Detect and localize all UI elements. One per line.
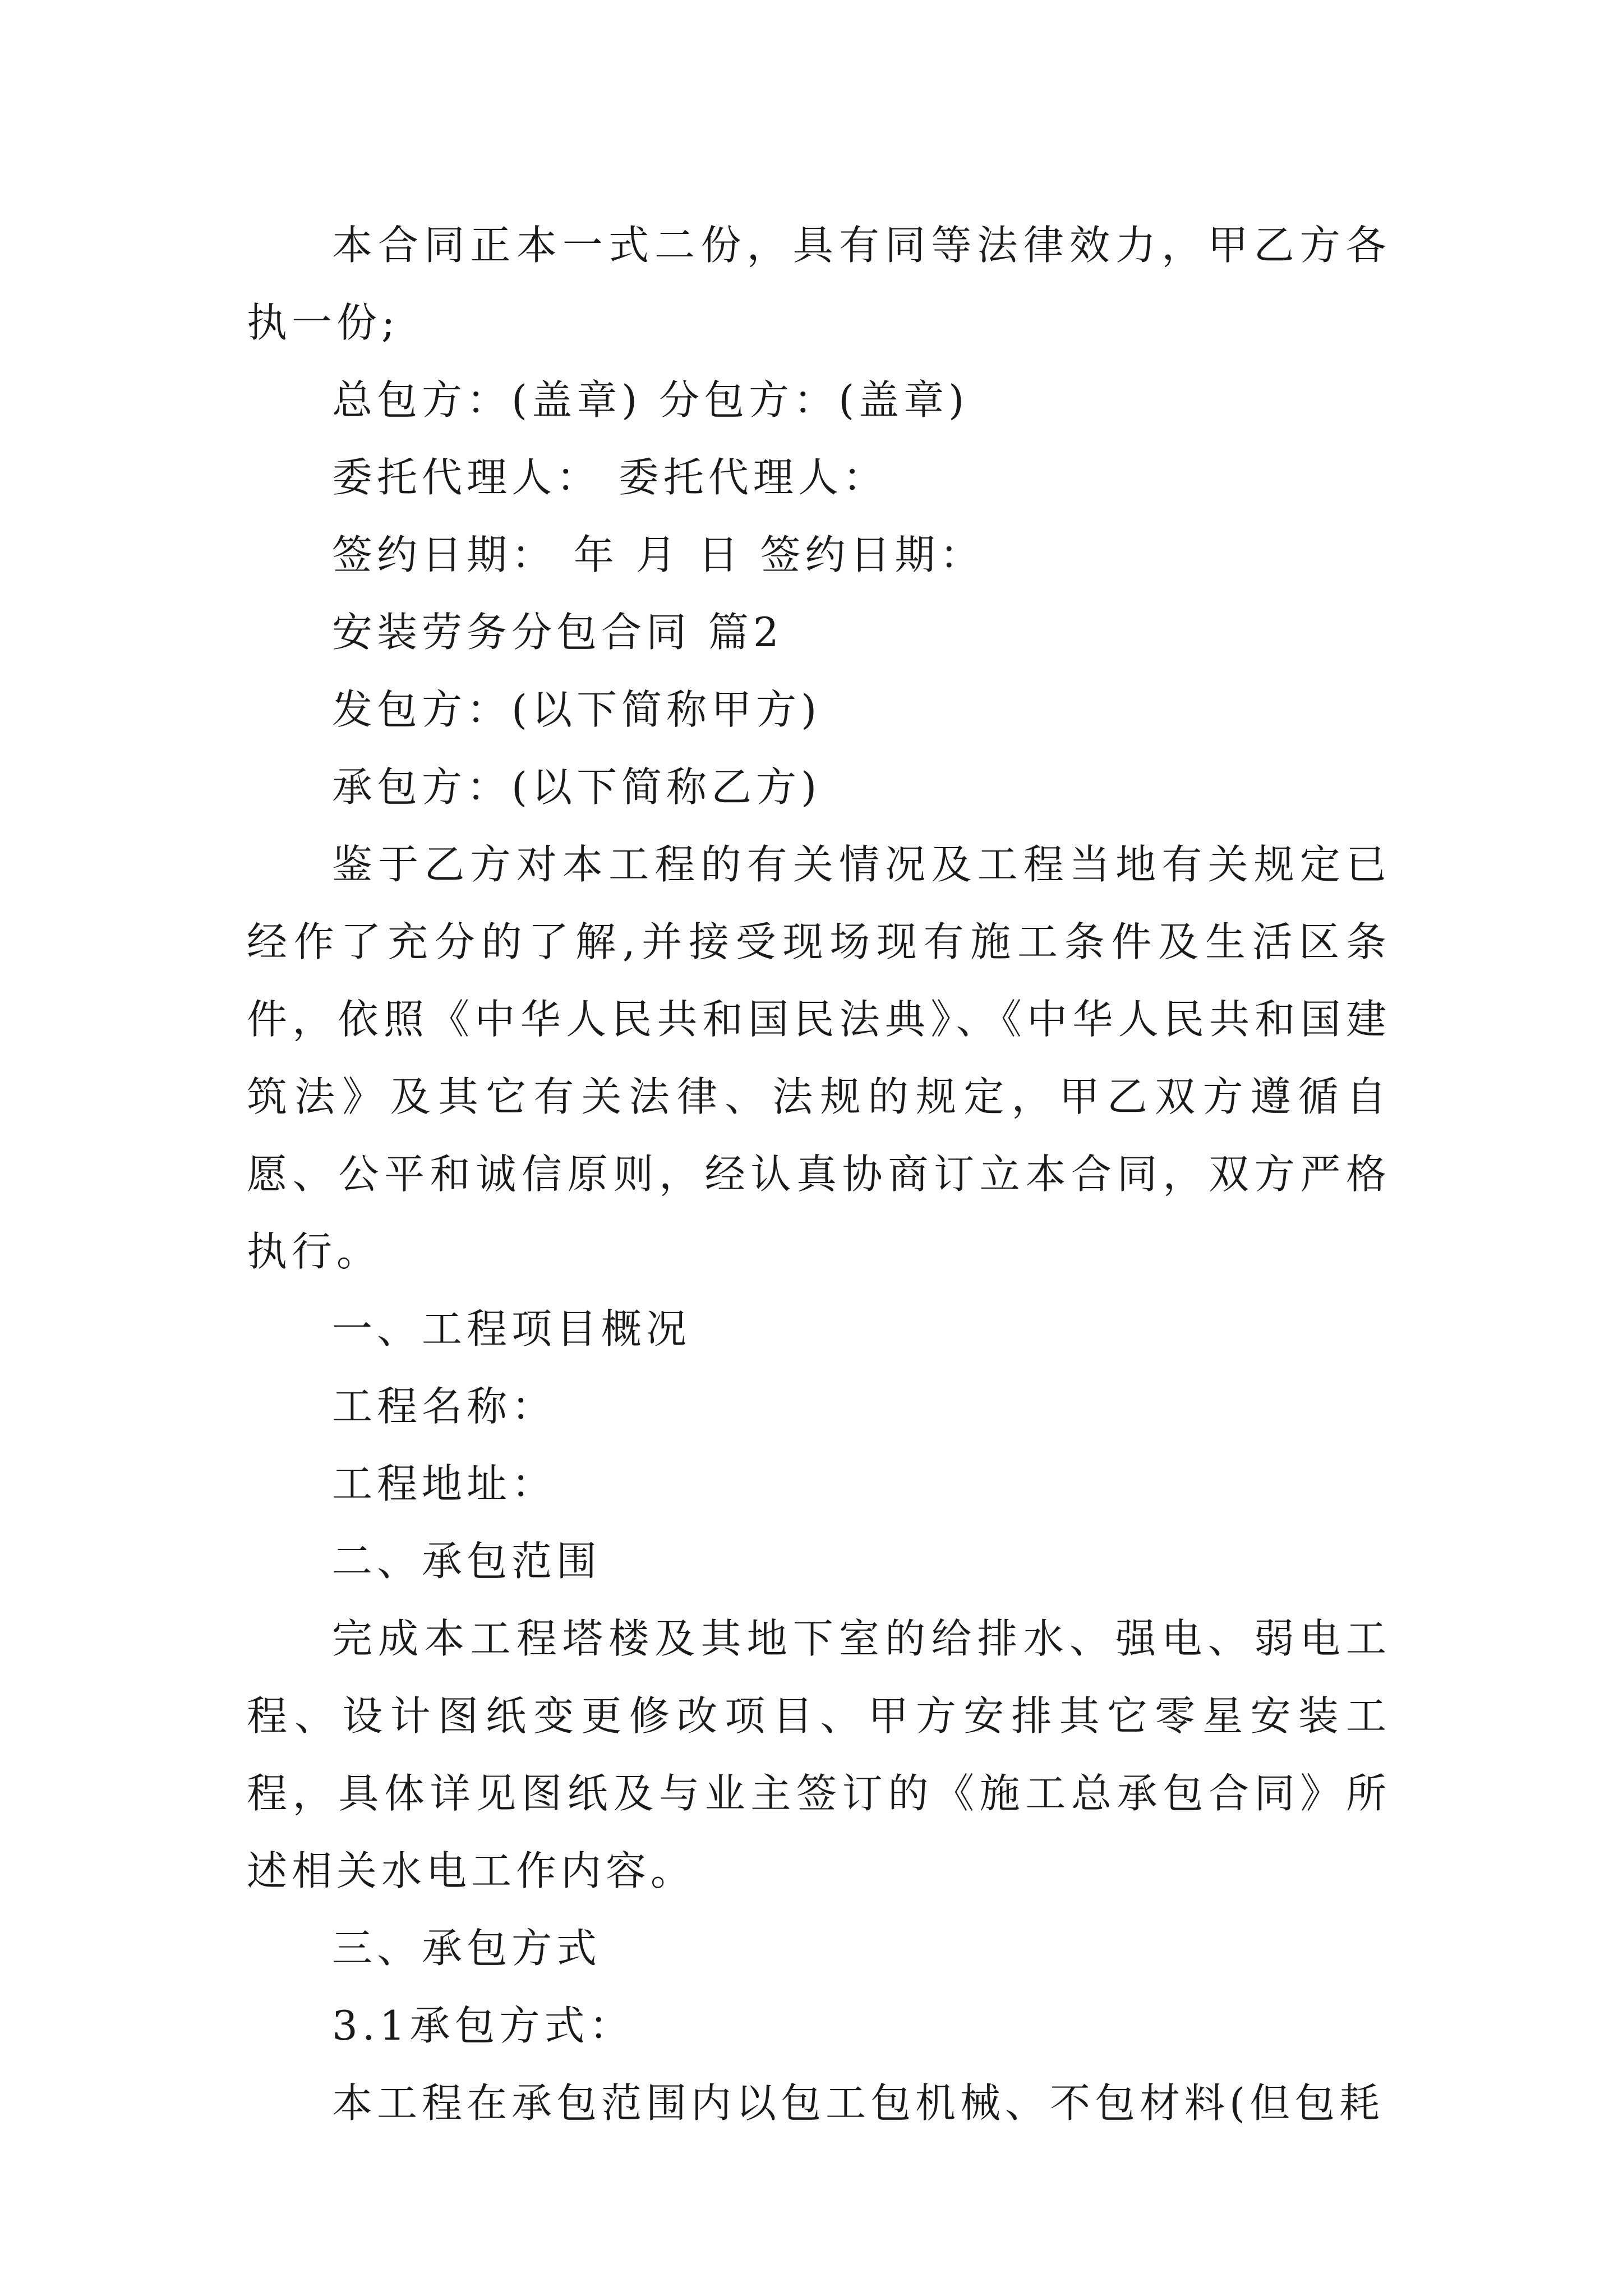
paragraph-copies-clause: 本合同正本一式二份，具有同等法律效力，甲乙方各执一份; [247,222,1391,346]
paragraph-preamble: 鉴于乙方对本工程的有关情况及工程当地有关规定已经作了充分的了解,并接受现场现有施工条件及生活区条件，依照《中华人民共和国民法典》、《中华人民共和国建筑法》及其它有关法律、法规的规定，甲乙双方遵循自愿、公平和诚信原则，经认真协商订立本合同，双方严格执行。 [247,841,1391,1275]
section-title: 安装劳务分包合同 篇2 [332,609,783,656]
paragraph-project-address: 工程地址： [332,1460,557,1507]
paragraph-party-b: 承包方：(以下简称乙方) [332,763,822,811]
paragraph-method-detail: 本工程在承包范围内以包工包机械、不包材料(但包耗 [332,2079,1385,2127]
paragraph-seal-line: 总包方：(盖章) 分包方：(盖章) [332,376,969,424]
subheading-3-1: 3.1承包方式： [332,2002,634,2049]
heading-contract-method: 三、承包方式 [332,1925,602,1972]
document-page [247,206,1391,2142]
paragraph-project-name: 工程名称： [332,1383,557,1430]
paragraph-scope-detail: 完成本工程塔楼及其地下室的给排水、强电、弱电工程、设计图纸变更修改项目、甲方安排其它零星安装工程，具体详见图纸及与业主签订的《施工总承包合同》所述相关水电工作内容。 [247,1615,1391,1894]
paragraph-sign-date-line: 签约日期： 年 月 日 签约日期： [332,531,985,578]
heading-project-overview: 一、工程项目概况 [332,1305,691,1352]
paragraph-agent-line: 委托代理人： 委托代理人： [332,454,888,501]
paragraph-party-a: 发包方：(以下简称甲方) [332,686,822,733]
heading-scope: 二、承包范围 [332,1538,602,1585]
